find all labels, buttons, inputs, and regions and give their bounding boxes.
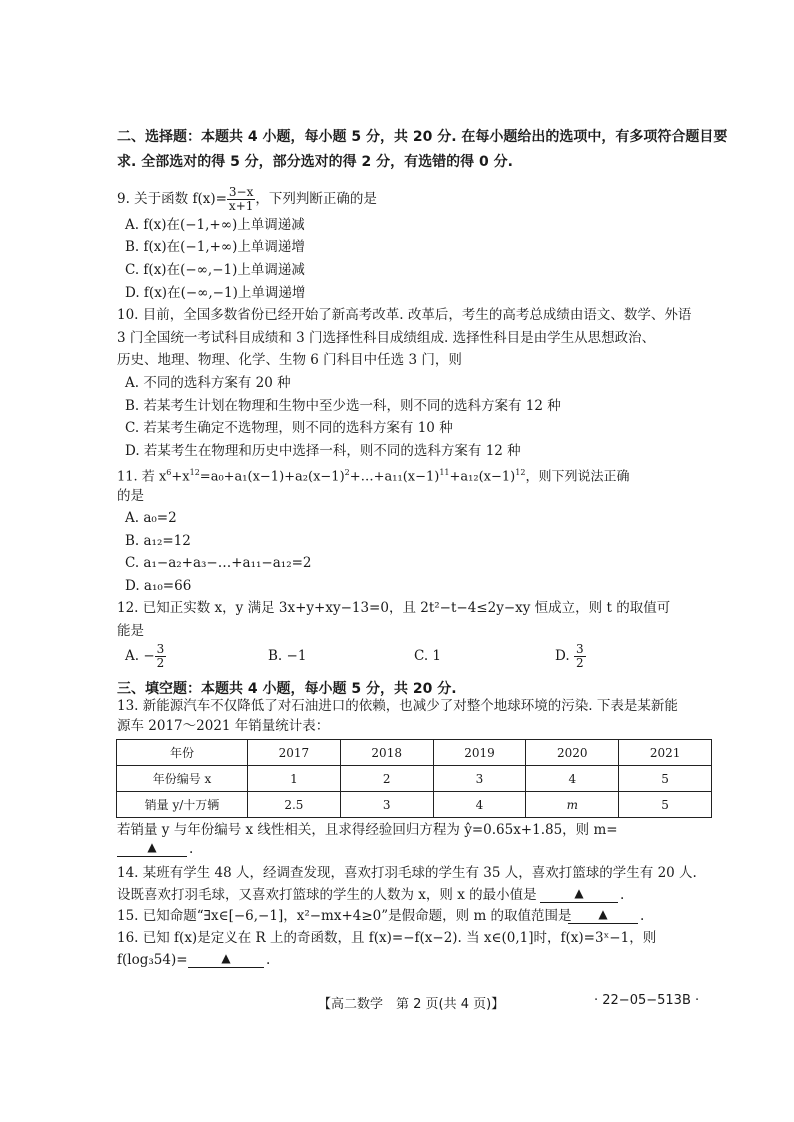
q11-option-a[interactable]: A. a₀=2 bbox=[125, 510, 177, 526]
q9-suffix: ，下列判断正确的是 bbox=[255, 191, 377, 207]
table-cell: 4 bbox=[526, 766, 619, 792]
q13-answer-blank[interactable]: ▲ bbox=[117, 840, 187, 857]
q12-option-c[interactable]: C. 1 bbox=[414, 648, 442, 664]
table-cell: 3 bbox=[340, 792, 433, 818]
q9-prefix: 9. 关于函数 f(x)= bbox=[117, 191, 227, 207]
table-cell: 5 bbox=[619, 792, 712, 818]
table-cell: 2019 bbox=[433, 740, 526, 766]
q16-stem-line2: f(log₃54)= bbox=[117, 952, 188, 968]
table-row bbox=[117, 766, 712, 792]
q16-stem-line1: 16. 已知 f(x)是定义在 R 上的奇函数，且 f(x)=−f(x−2). 当 x∈(0,1]时，f(x)=3ˣ−1，则 bbox=[117, 930, 657, 946]
table-cell: m bbox=[526, 792, 619, 818]
q14-stem-line2: 设既喜欢打羽毛球，又喜欢打篮球的学生的人数为 x，则 x 的最小值是 bbox=[117, 887, 537, 903]
q14-period: . bbox=[620, 887, 625, 903]
table-header-cell: 年份 bbox=[117, 740, 248, 766]
q10-stem-line1: 10. 目前，全国多数省份已经开始了新高考改革. 改革后，考生的高考总成绩由语文、数学、外语 bbox=[117, 307, 692, 323]
q16-answer-blank[interactable]: ▲ bbox=[188, 951, 264, 968]
table-cell: 3 bbox=[433, 766, 526, 792]
table-cell: 2017 bbox=[248, 740, 341, 766]
table-cell: 1 bbox=[248, 766, 341, 792]
q11-stem-line1: 11. 若 $x^6+x^{12}=a_0+a_1(x-1)+a_2(x-1)^2+\dots+a_{11}(x-1)^{11}+a_{12}(x-1)^{12}$，则下列说法正确 bbox=[117, 468, 630, 485]
table-cell: 2020 bbox=[526, 740, 619, 766]
table-cell: 2018 bbox=[340, 740, 433, 766]
question-9-stem bbox=[117, 186, 377, 213]
q9-option-a[interactable]: A. f(x)在(−1,+∞)上单调递减 bbox=[125, 217, 305, 233]
q15-period: . bbox=[640, 908, 645, 924]
q11-option-d[interactable]: D. a₁₀=66 bbox=[125, 578, 192, 594]
q9-fraction: $\frac{3-x}{x+1}$ bbox=[228, 185, 254, 213]
q13-period: . bbox=[189, 841, 194, 857]
section-3-header: 三、填空题：本题共 4 小题，每小题 5 分，共 20 分. bbox=[117, 681, 457, 697]
q12-stem-line1: 12. 已知正实数 x，y 满足 3x+y+xy−13=0，且 2t²−t−4≤2y−xy 恒成立，则 t 的取值可 bbox=[117, 600, 671, 616]
table-row bbox=[117, 792, 712, 818]
q10-option-d[interactable]: D. 若某考生在物理和历史中选择一科，则不同的选科方案有 12 种 bbox=[125, 443, 521, 459]
table-header-cell: 销量 y/十万辆 bbox=[117, 792, 248, 818]
q11-option-b[interactable]: B. a₁₂=12 bbox=[125, 533, 191, 549]
q9-option-b[interactable]: B. f(x)在(−1,+∞)上单调递增 bbox=[125, 239, 305, 255]
q13-regression-line: 若销量 y 与年份编号 x 线性相关，且求得经验回归方程为 ŷ=0.65x+1.85，则 m= bbox=[117, 822, 618, 838]
q15-stem: 15. 已知命题“∃x∈[−6,−1]，x²−mx+4≥0”是假命题，则 m 的取值范围是 bbox=[117, 908, 572, 924]
q14-stem-line1: 14. 某班有学生 48 人，经调查发现，喜欢打羽毛球的学生有 35 人，喜欢打篮球的学生有 20 人. bbox=[117, 865, 697, 881]
table-cell: 2 bbox=[340, 766, 433, 792]
q13-stem-line1: 13. 新能源汽车不仅降低了对石油进口的依赖，也减少了对整个地球环境的污染. 下表是某新能 bbox=[117, 698, 678, 714]
q11-stem-line2: 的是 bbox=[117, 488, 144, 504]
q10-option-b[interactable]: B. 若某考生计划在物理和生物中至少选一科，则不同的选科方案有 12 种 bbox=[125, 398, 561, 414]
sales-table bbox=[116, 739, 712, 818]
table-cell: 2.5 bbox=[248, 792, 341, 818]
footer-page-info: 【高二数学 第 2 页(共 4 页)】 bbox=[318, 997, 505, 1012]
table-header-cell: 年份编号 x bbox=[117, 766, 248, 792]
q12-stem-line2: 能是 bbox=[117, 623, 144, 639]
q15-answer-blank[interactable]: ▲ bbox=[568, 907, 638, 924]
q16-period: . bbox=[266, 952, 271, 968]
q12-option-d[interactable]: D. $\frac{3}{2}$ bbox=[555, 642, 584, 670]
q11-option-c[interactable]: C. a₁−a₂+a₃−…+a₁₁−a₁₂=2 bbox=[125, 555, 312, 571]
q14-answer-blank[interactable]: ▲ bbox=[540, 886, 618, 903]
q10-option-a[interactable]: A. 不同的选科方案有 20 种 bbox=[125, 375, 291, 391]
section-2-header-line1: 二、选择题：本题共 4 小题，每小题 5 分，共 20 分. 在每小题给出的选项中，有多项符合题目要 bbox=[117, 129, 728, 145]
q13-stem-line2: 源车 2017～2021 年销量统计表： bbox=[117, 718, 330, 734]
q10-option-c[interactable]: C. 若某考生确定不选物理，则不同的选科方案有 10 种 bbox=[125, 420, 453, 436]
q10-stem-line3: 历史、地理、物理、化学、生物 6 门科目中任选 3 门，则 bbox=[117, 352, 462, 368]
table-cell: 5 bbox=[619, 766, 712, 792]
table-cell: 4 bbox=[433, 792, 526, 818]
q10-stem-line2: 3 门全国统一考试科目成绩和 3 门选择性科目成绩组成. 选择性科目是由学生从思想政治、 bbox=[117, 330, 656, 346]
table-row bbox=[117, 740, 712, 766]
section-2-header-line2: 求. 全部选对的得 5 分，部分选对的得 2 分，有选错的得 0 分. bbox=[117, 154, 513, 170]
q12-option-a[interactable]: A. − $\frac{3}{2}$ bbox=[125, 642, 165, 670]
table-cell: 2021 bbox=[619, 740, 712, 766]
q9-option-d[interactable]: D. f(x)在(−∞,−1)上单调递增 bbox=[125, 285, 306, 301]
q12-option-b[interactable]: B. −1 bbox=[268, 648, 307, 664]
footer-code: · 22−05−513B · bbox=[594, 993, 700, 1008]
q9-option-c[interactable]: C. f(x)在(−∞,−1)上单调递减 bbox=[125, 262, 305, 278]
